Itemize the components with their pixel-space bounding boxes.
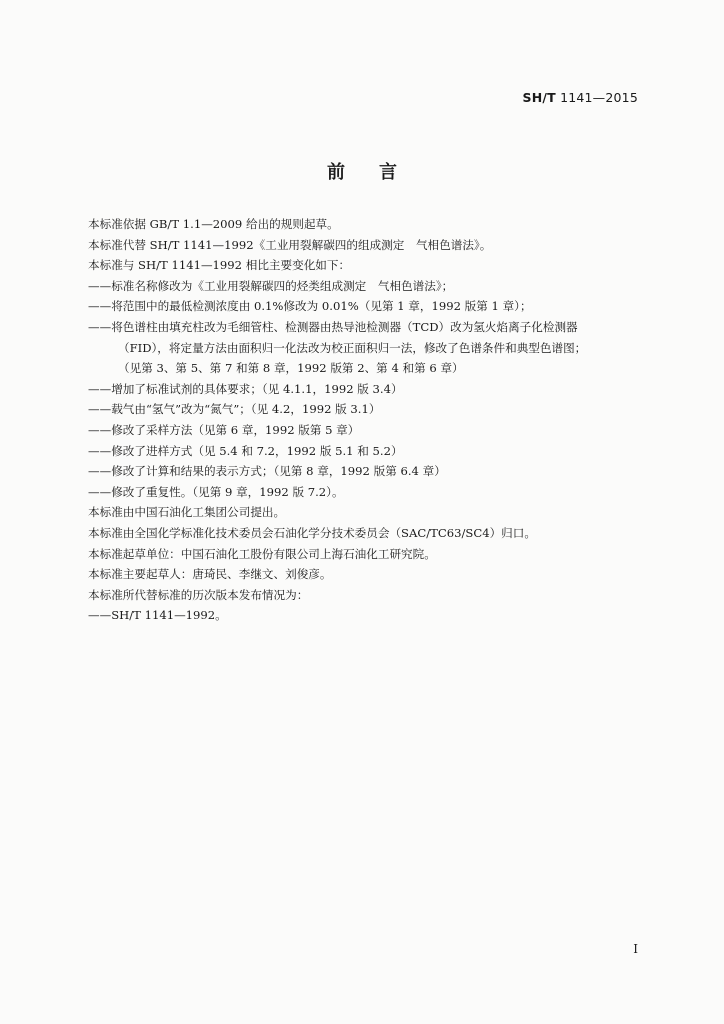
- foreword-body: [88, 214, 648, 626]
- paragraph-basis: 本标准依据 GB/T 1.1—2009 给出的规则起草。: [88, 217, 339, 231]
- list-item: ——增加了标准试剂的具体要求；（见 4.1.1，1992 版 3.4）: [88, 381, 403, 396]
- page-number: I: [633, 942, 638, 956]
- list-item: ——SH/T 1141—1992。: [88, 608, 227, 623]
- list-item: ——修改了重复性。（见第 9 章，1992 版 7.2）。: [88, 484, 344, 499]
- list-item-continuation: （见第 3、第 5、第 7 和第 8 章，1992 版第 2、第 4 和第 6 章）: [118, 361, 464, 376]
- standard-prefix: SH/T: [522, 90, 556, 105]
- paragraph-drafters: 本标准主要起草人：唐琦民、李继文、刘俊彦。: [88, 567, 332, 582]
- list-item: ——修改了采样方法（见第 6 章，1992 版第 5 章）: [88, 422, 360, 437]
- list-item: ——将色谱柱由填充柱改为毛细管柱、检测器由热导池检测器（TCD）改为氢火焰离子化检测器: [88, 319, 578, 334]
- list-item: ——将范围中的最低检测浓度由 0.1%修改为 0.01%（见第 1 章，1992 版第 1 章）；: [88, 299, 532, 314]
- list-item-continuation: （FID），将定量方法由面积归一化法改为校正面积归一法，修改了色谱条件和典型色谱图；: [118, 340, 587, 355]
- list-item: ——标准名称修改为《工业用裂解碳四的烃类组成测定 气相色谱法》；: [88, 278, 454, 293]
- paragraph-changes-intro: 本标准与 SH/T 1141—1992 相比主要变化如下：: [88, 258, 351, 273]
- standard-code: [523, 90, 638, 105]
- paragraph-under-jurisdiction: 本标准由全国化学标准化技术委员会石油化学分技术委员会（SAC/TC63/SC4）归口。: [88, 525, 536, 540]
- list-item: ——修改了计算和结果的表示方式；（见第 8 章，1992 版第 6.4 章）: [88, 464, 446, 479]
- list-item: ——载气由“氢气”改为“氮气”；（见 4.2，1992 版 3.1）: [88, 402, 381, 417]
- standard-number: 1141—2015: [560, 90, 638, 105]
- page-title: 前言: [327, 162, 431, 183]
- paragraph-drafting-unit: 本标准起草单位：中国石油化工股份有限公司上海石油化工研究院。: [88, 546, 436, 561]
- list-item: ——修改了进样方式（见 5.4 和 7.2，1992 版 5.1 和 5.2）: [88, 443, 403, 458]
- paragraph-proposed-by: 本标准由中国石油化工集团公司提出。: [88, 505, 286, 520]
- paragraph-replaces: 本标准代替 SH/T 1141—1992《工业用裂解碳四的组成测定 气相色谱法》。: [88, 237, 492, 252]
- paragraph-history-intro: 本标准所代替标准的历次版本发布情况为：: [88, 587, 309, 602]
